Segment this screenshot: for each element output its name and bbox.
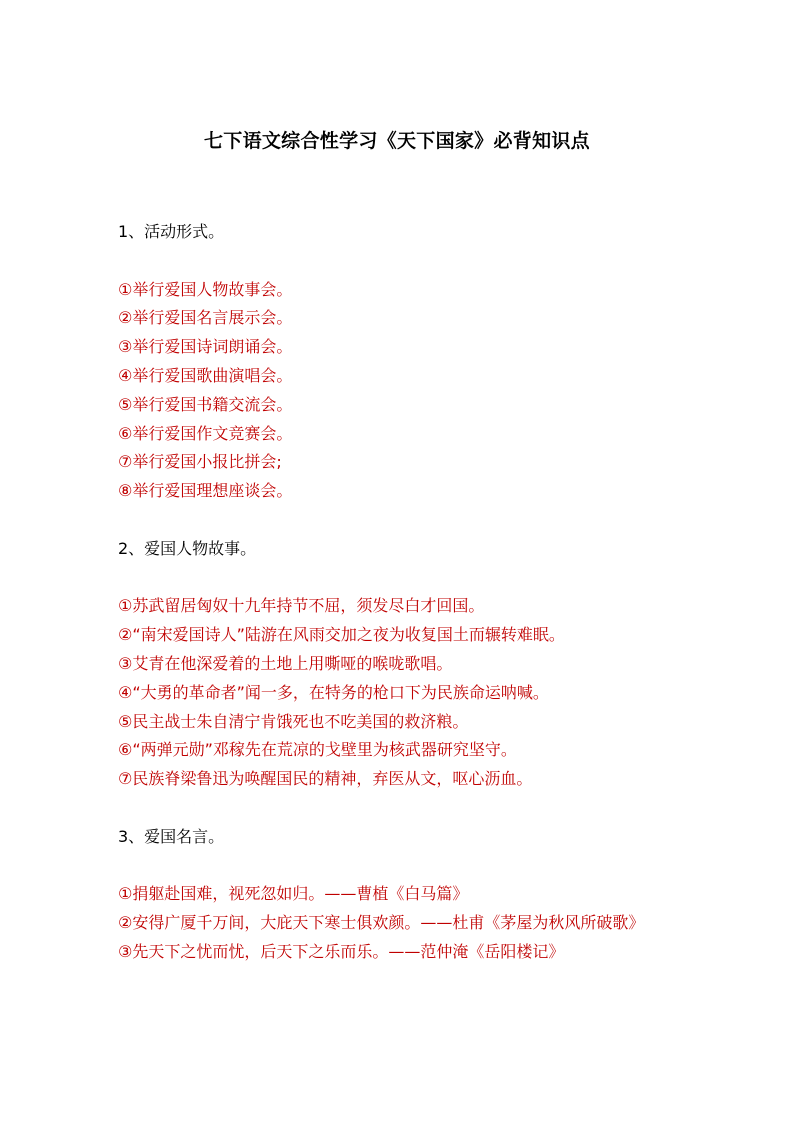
list-item: ③举行爱国诗词朗诵会。 [118, 337, 293, 357]
spacer [118, 852, 698, 881]
list-item: ④“大勇的革命者”闻一多，在特务的枪口下为民族命运呐喊。 [118, 682, 549, 702]
spacer [118, 247, 698, 276]
section-heading: 3、爱国名言。 [118, 826, 225, 846]
list-item: ⑤举行爱国书籍交流会。 [118, 394, 293, 414]
list-item: ①举行爱国人物故事会。 [118, 279, 293, 299]
list-item: ①苏武留居匈奴十九年持节不屈，须发尽白才回国。 [118, 596, 485, 616]
list-item: ⑥“两弹元勋”邓稼先在荒凉的戈壁里为核武器研究坚守。 [118, 740, 517, 760]
section-patriotic-quotes [118, 823, 698, 967]
list-item: ②安得广厦千万间，大庇天下寒士俱欢颜。——杜甫《茅屋为秋风所破歌》 [118, 913, 645, 933]
list-item: ⑦民族脊梁鲁迅为唤醒国民的精神，弃医从文，呕心沥血。 [118, 769, 533, 789]
spacer [118, 564, 698, 593]
item-list [118, 592, 698, 794]
list-item: ④举行爱国歌曲演唱会。 [118, 365, 293, 385]
list-item: ⑤民主战士朱自清宁肯饿死也不吃美国的救济粮。 [118, 711, 469, 731]
document-title: 七下语文综合性学习《天下国家》必背知识点 [203, 130, 590, 152]
item-list [118, 276, 698, 506]
list-item: ③艾青在他深爱着的土地上用嘶哑的喉咙歌唱。 [118, 653, 453, 673]
list-item: ②举行爱国名言展示会。 [118, 308, 293, 328]
section-heading: 1、活动形式。 [118, 222, 225, 241]
spacer [118, 506, 698, 535]
list-item: ⑧举行爱国理想座谈会。 [118, 481, 293, 501]
section-heading: 2、爱国人物故事。 [118, 538, 257, 558]
list-item: ⑦举行爱国小报比拼会; [118, 452, 282, 472]
spacer [118, 794, 698, 823]
document-body [118, 218, 698, 967]
item-list [118, 880, 698, 966]
list-item: ⑥举行爱国作文竞赛会。 [118, 423, 293, 443]
list-item: ③先天下之忧而忧，后天下之乐而乐。——范仲淹《岳阳楼记》 [118, 941, 565, 961]
section-activity-forms [118, 218, 698, 506]
section-patriot-stories [118, 535, 698, 794]
list-item: ②“南宋爱国诗人”陆游在风雨交加之夜为收复国土而辗转难眠。 [118, 625, 565, 645]
list-item: ①捐躯赴国难，视死忽如归。——曹植《白马篇》 [118, 884, 469, 904]
